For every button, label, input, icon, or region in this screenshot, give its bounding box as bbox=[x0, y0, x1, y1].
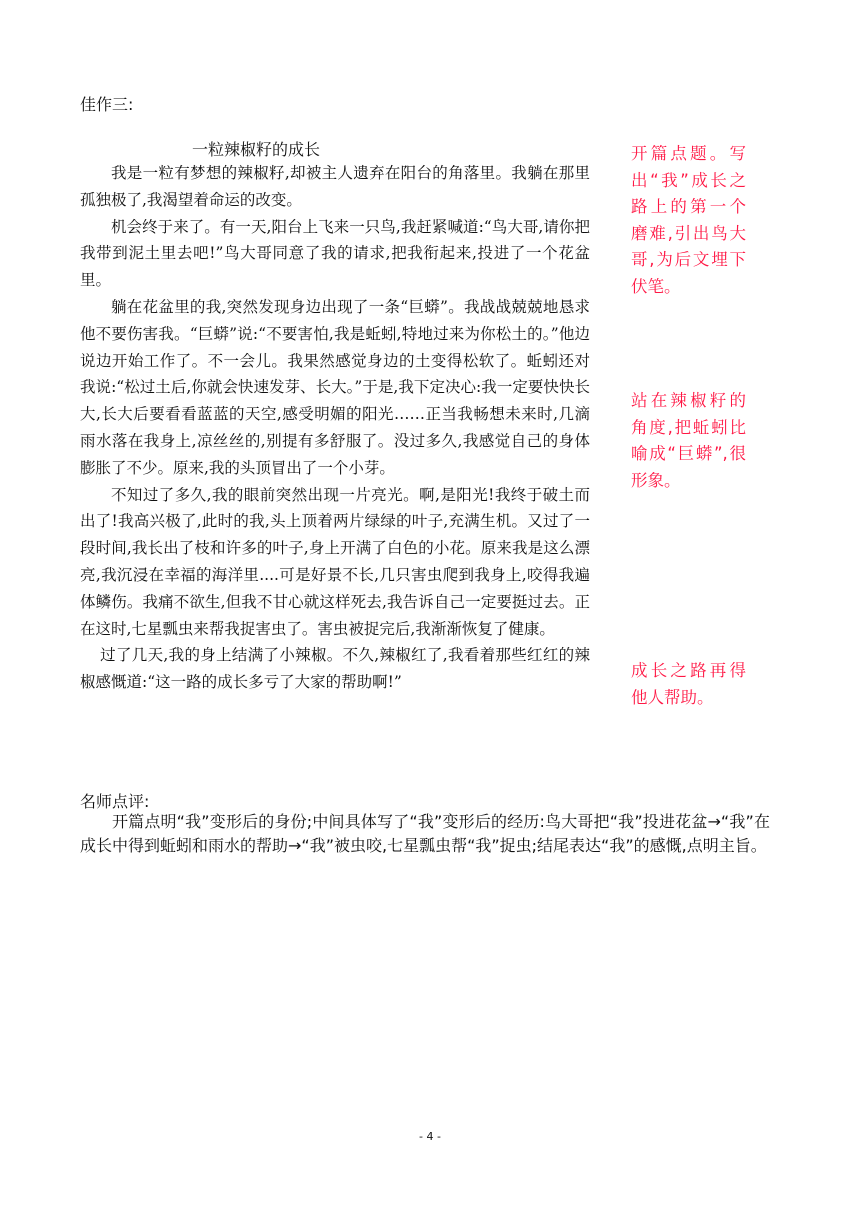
essay-paragraph-3: 躺在花盆里的我,突然发现身边出现了一条“巨蟒”。我战战兢兢地恳求他不要伤害我。“巨蟒”说:“不要害怕,我是蚯蚓,特地过来为你松土的。”他边说边开始工作了。不一会儿。我果然感觉身边的土变得松软了。蚯蚓还对我说:“松过土后,你就会快速发芽、长大。”于是,我下定决心:我一定要快快长大,长大后要看看蓝蓝的天空,感受明媚的阳光……正当我畅想未来时,几滴雨水落在我身上,凉丝丝的,别提有多舒服了。没过多久,我感觉自己的身体膨胀了不少。原来,我的头顶冒出了一个小芽。 bbox=[80, 297, 590, 477]
margin-note-metaphor: 站在辣椒籽的角度,把蚯蚓比喻成“巨蟒”,很形象。 bbox=[631, 391, 746, 490]
margin-note-help: 成长之路再得他人帮助。 bbox=[631, 661, 746, 707]
essay-paragraph-4: 不知过了多久,我的眼前突然出现一片亮光。啊,是阳光!我终于破土而出了!我高兴极了,此时的我,头上顶着两片绿绿的叶子,充满生机。又过了一段时间,我长出了枝和许多的叶子,身上开满了白色的小花。原来我是这么漂亮,我沉浸在幸福的海洋里....可是好景不长,几只害虫爬到我身上,咬得我遍体鳞伤。我痛不欲生,但我不甘心就这样死去,我告诉自己一定要挺过去。正在这时,七星瓢虫来帮我捉害虫了。害虫被捉完后,我渐渐恢复了健康。 bbox=[80, 485, 590, 638]
review-text: 开篇点明“我”变形后的身份;中间具体写了“我”变形后的经历:鸟大哥把“我”投进花盆→“我”在成长中得到蚯蚓和雨水的帮助→“我”被虫咬,七星瓢虫帮“我”捉虫;结尾表达“我”的感慨,点明主旨。 bbox=[80, 812, 770, 855]
margin-note-opening: 开篇点题。写出“我”成长之路上的第一个磨难,引出鸟大哥,为后文埋下伏笔。 bbox=[631, 144, 746, 296]
essay-paragraph-5: 过了几天,我的身上结满了小辣椒。不久,辣椒红了,我看着那些红红的辣椒感慨道:“这一路的成长多亏了大家的帮助啊!” bbox=[80, 646, 590, 692]
section-label: 佳作三: bbox=[80, 95, 134, 114]
essay-body bbox=[80, 160, 590, 696]
page-number: - 4 - bbox=[419, 1130, 441, 1143]
essay-paragraph-1: 我是一粒有梦想的辣椒籽,却被主人遗弃在阳台的角落里。我躺在那里孤独极了,我渴望着命运的改变。 bbox=[80, 164, 590, 209]
essay-title: 一粒辣椒籽的成长 bbox=[192, 140, 321, 159]
review-label: 名师点评: bbox=[80, 792, 150, 811]
essay-paragraph-2: 机会终于来了。有一天,阳台上飞来一只鸟,我赶紧喊道:“鸟大哥,请你把我带到泥土里去吧!”鸟大哥同意了我的请求,把我衔起来,投进了一个花盆里。 bbox=[80, 217, 590, 290]
